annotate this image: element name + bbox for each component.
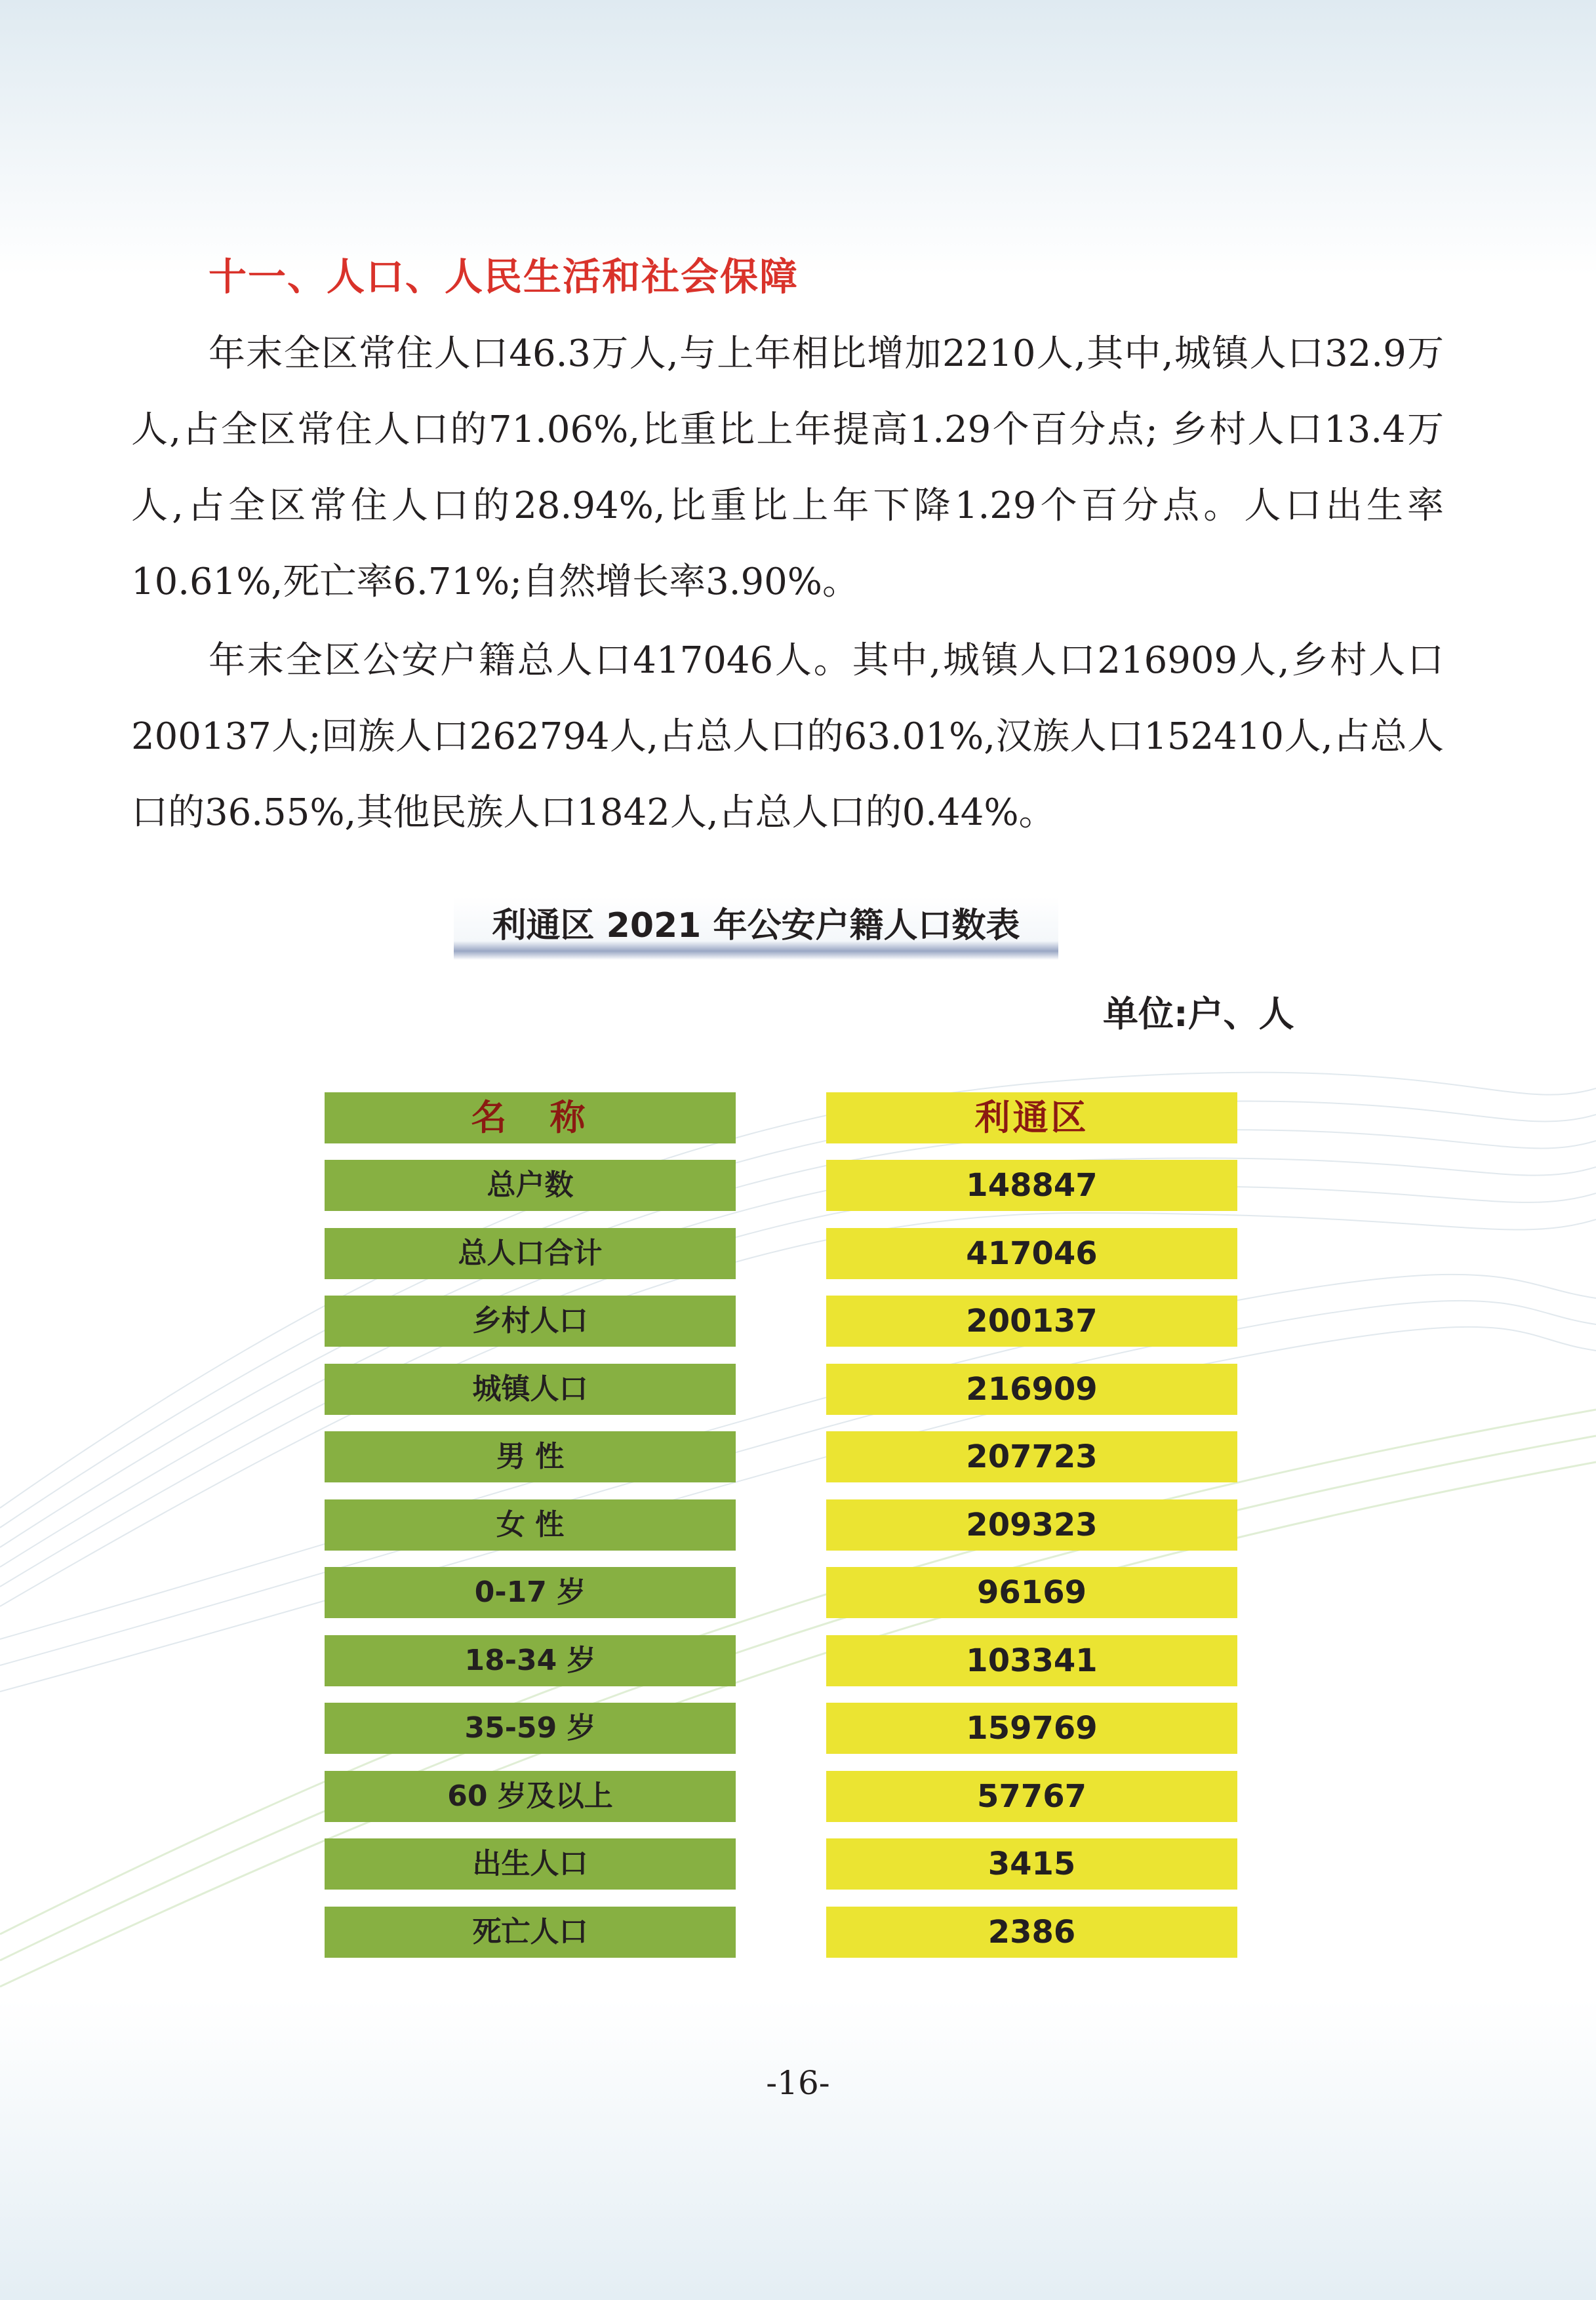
row-name-cell: 18-34 岁 bbox=[325, 1635, 736, 1686]
row-name-cell: 60 岁及以上 bbox=[325, 1771, 736, 1822]
table-title: 利通区 2021 年公安户籍人口数表 bbox=[454, 897, 1058, 960]
row-value-cell: 209323 bbox=[826, 1499, 1237, 1551]
row-value-cell: 417046 bbox=[826, 1228, 1237, 1279]
paragraph-resident-population: 年末全区常住人口46.3万人,与上年相比增加2210人,其中,城镇人口32.9万人,占全区常住人口的71.06%,比重比上年提高1.29个百分点; 乡村人口13.4万人,占全区常住人口的28.94%,比重比上年下降1.29个百分点。人口出生率10.61%,死亡率6.71%;自然增长率3.90%。 bbox=[131, 332, 1445, 603]
row-value-cell: 96169 bbox=[826, 1567, 1237, 1618]
row-name-cell: 总人口合计 bbox=[325, 1228, 736, 1279]
row-value-cell: 216909 bbox=[826, 1364, 1237, 1415]
row-name-cell: 总户数 bbox=[325, 1160, 736, 1211]
row-name-cell: 乡村人口 bbox=[325, 1296, 736, 1347]
row-name-cell: 出生人口 bbox=[325, 1838, 736, 1890]
header-value-cell: 利通区 bbox=[826, 1092, 1237, 1143]
row-value-cell: 2386 bbox=[826, 1907, 1237, 1958]
row-name-cell: 35-59 岁 bbox=[325, 1703, 736, 1754]
paragraph-registered-population: 年末全区公安户籍总人口417046人。其中,城镇人口216909人,乡村人口200137人;回族人口262794人,占总人口的63.01%,汉族人口152410人,占总人口的36.55%,其他民族人口1842人,占总人口的0.44%。 bbox=[131, 639, 1444, 834]
header-name-cell: 名 称 bbox=[325, 1092, 736, 1143]
row-name-cell: 死亡人口 bbox=[325, 1907, 736, 1958]
table-unit: 单位:户、人 bbox=[1103, 993, 1294, 1035]
row-name-cell: 女 性 bbox=[325, 1499, 736, 1551]
row-name-cell: 城镇人口 bbox=[325, 1364, 736, 1415]
page-number: -16- bbox=[766, 2064, 830, 2102]
row-value-cell: 103341 bbox=[826, 1635, 1237, 1686]
row-value-cell: 200137 bbox=[826, 1296, 1237, 1347]
row-value-cell: 207723 bbox=[826, 1431, 1237, 1482]
row-value-cell: 57767 bbox=[826, 1771, 1237, 1822]
row-value-cell: 159769 bbox=[826, 1703, 1237, 1754]
row-name-cell: 男 性 bbox=[325, 1431, 736, 1482]
row-value-cell: 3415 bbox=[826, 1838, 1237, 1890]
row-name-cell: 0-17 岁 bbox=[325, 1567, 736, 1618]
row-value-cell: 148847 bbox=[826, 1160, 1237, 1211]
section-heading: 十一、人口、人民生活和社会保障 bbox=[209, 254, 799, 299]
